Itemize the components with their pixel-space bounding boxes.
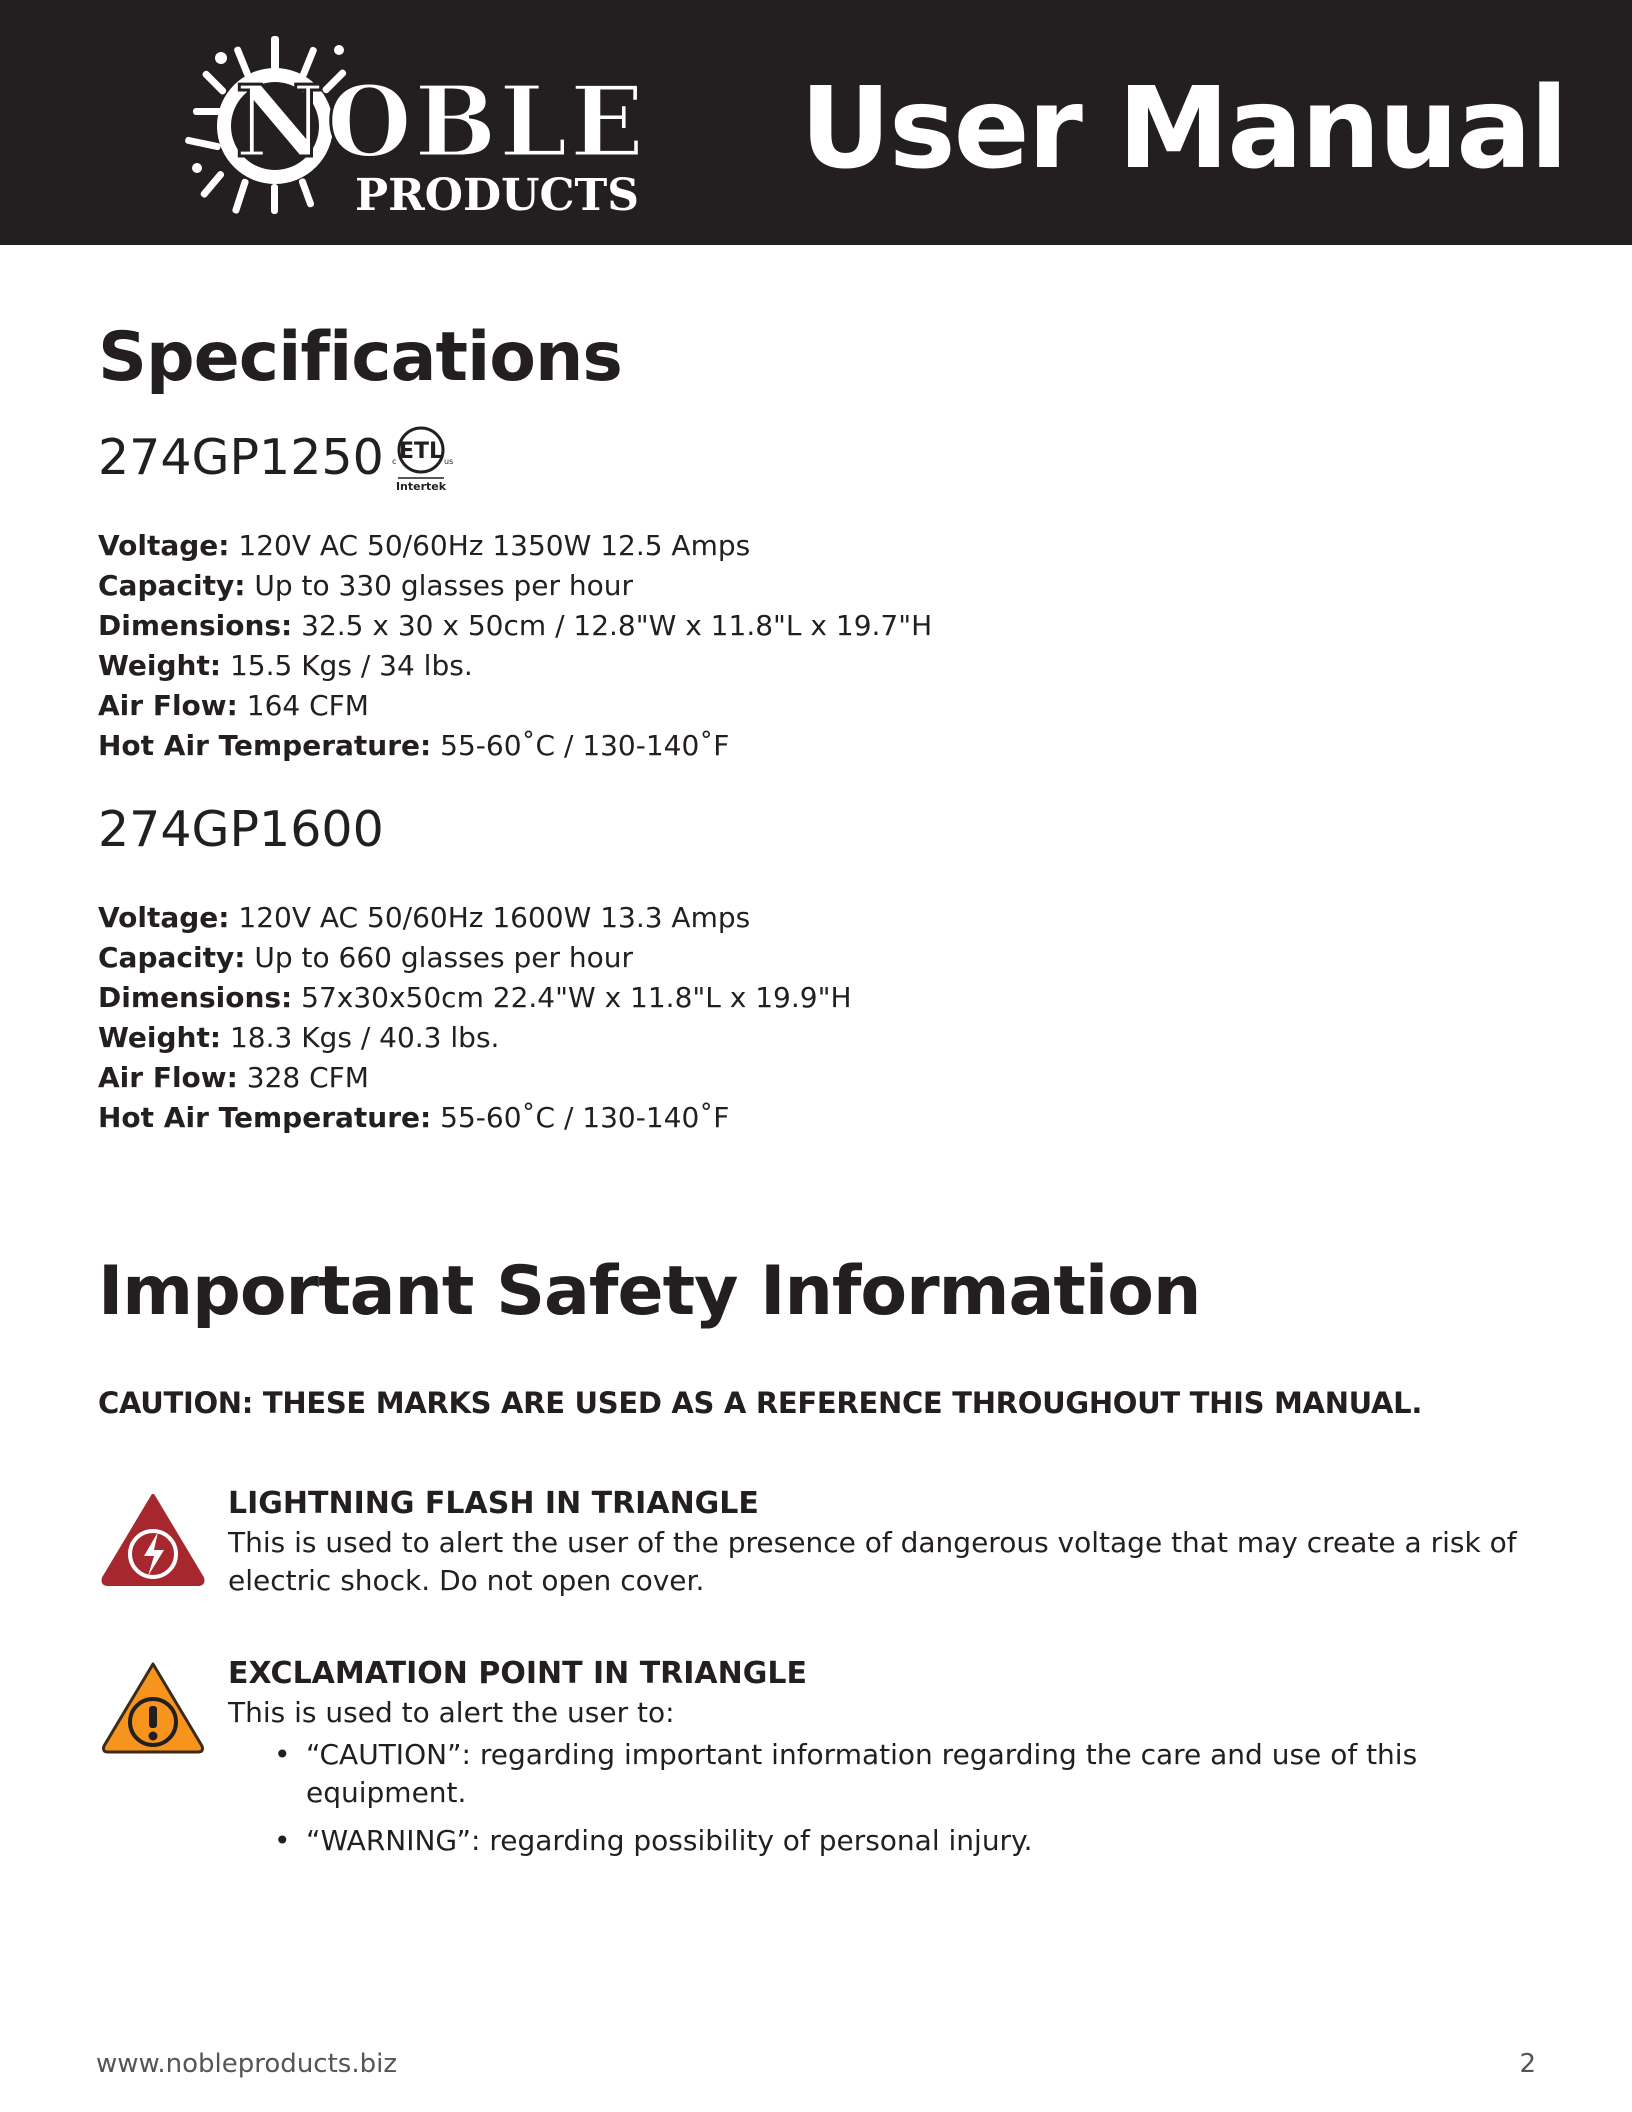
spec-list-2 [98, 898, 852, 1138]
exclamation-mark-title: EXCLAMATION POINT IN TRIANGLE [228, 1656, 807, 1691]
spec-voltage: Voltage: 120V AC 50/60Hz 1600W 13.3 Amps [98, 901, 751, 934]
lightning-mark-text: This is used to alert the user of the presence of dangerous voltage that may create a risk of electric shock. Do not open cover. [228, 1526, 1517, 1597]
lightning-mark-title: LIGHTNING FLASH IN TRIANGLE [228, 1486, 759, 1521]
certification-mark-label: Intertek [395, 480, 447, 493]
spec-hot-air-temperature: Hot Air Temperature: 55-60˚C / 130-140˚F [98, 729, 730, 762]
model-name-2: 274GP1600 [98, 801, 384, 858]
spec-capacity: Capacity: Up to 330 glasses per hour [98, 569, 633, 602]
svg-text:c: c [392, 457, 397, 466]
document-title: User Manual [800, 64, 1567, 194]
page-header [0, 0, 1632, 245]
exclamation-mark-text: This is used to alert the user to: [228, 1696, 675, 1729]
caution-statement: CAUTION: THESE MARKS ARE USED AS A REFERENCE THROUGHOUT THIS MANUAL. [98, 1386, 1423, 1420]
svg-text:ETL: ETL [398, 439, 444, 464]
specifications-heading: Specifications [98, 318, 622, 397]
list-item: • “CAUTION”: regarding important information regarding the care and use of this equipment. [272, 1736, 1492, 1812]
spec-weight: Weight: 18.3 Kgs / 40.3 lbs. [98, 1021, 500, 1054]
etl-certification-icon [386, 420, 456, 494]
spec-weight: Weight: 15.5 Kgs / 34 lbs. [98, 649, 473, 682]
footer-website-link[interactable]: www.nobleproducts.biz [96, 2049, 397, 2079]
spec-list-1 [98, 526, 932, 766]
noble-products-logo [125, 18, 647, 228]
model-name-1: 274GP1250 [98, 429, 384, 486]
spec-air-flow: Air Flow: 328 CFM [98, 1061, 369, 1094]
page-number: 2 [1519, 2049, 1536, 2079]
exclamation-bullet-list [272, 1736, 1492, 1870]
exclamation-triangle-icon [98, 1658, 208, 1756]
safety-heading: Important Safety Information [98, 1252, 1201, 1331]
spec-voltage: Voltage: 120V AC 50/60Hz 1350W 12.5 Amps [98, 529, 751, 562]
lightning-triangle-icon [98, 1490, 208, 1588]
list-item: • “WARNING”: regarding possibility of personal injury. [272, 1822, 1492, 1860]
spec-dimensions: Dimensions: 57x30x50cm 22.4"W x 11.8"L x 19.9"H [98, 981, 852, 1014]
spec-hot-air-temperature: Hot Air Temperature: 55-60˚C / 130-140˚F [98, 1101, 730, 1134]
spec-dimensions: Dimensions: 32.5 x 30 x 50cm / 12.8"W x 11.8"L x 19.7"H [98, 609, 933, 642]
brand-name: NOBLE [235, 65, 647, 180]
spec-capacity: Capacity: Up to 660 glasses per hour [98, 941, 633, 974]
spec-air-flow: Air Flow: 164 CFM [98, 689, 369, 722]
svg-text:us: us [444, 457, 454, 466]
brand-subtitle: PRODUCTS [355, 170, 640, 221]
